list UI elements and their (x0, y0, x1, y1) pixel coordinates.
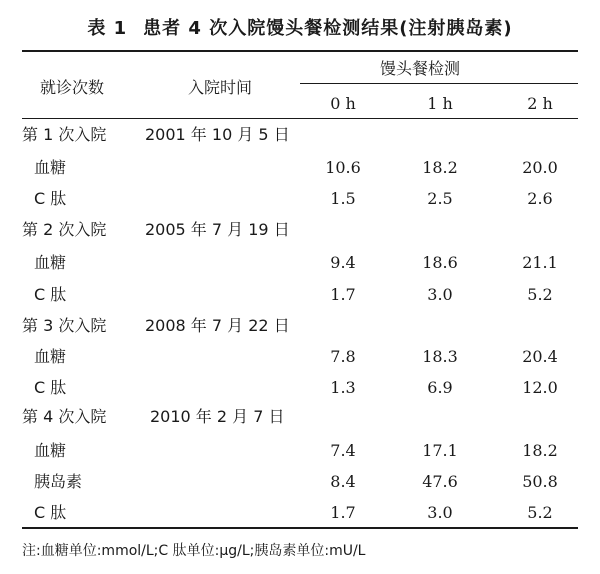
visit-label: 第 3 次入院 (22, 316, 107, 335)
visit-date: 2001 年 10 月 5 日 (145, 125, 290, 144)
visit-label: 第 1 次入院 (22, 125, 107, 144)
value-1h: 3.0 (427, 285, 453, 304)
value-2h: 20.0 (522, 158, 558, 177)
value-2h: 2.6 (527, 189, 553, 208)
visit-label: 第 4 次入院 (22, 407, 107, 426)
visit-date: 2008 年 7 月 22 日 (145, 316, 290, 335)
header-time-2h: 2 h (527, 94, 553, 113)
value-2h: 50.8 (522, 472, 558, 491)
row-name: C 肽 (34, 189, 67, 208)
header-time-1h: 1 h (427, 94, 453, 113)
value-2h: 20.4 (522, 347, 558, 366)
value-2h: 21.1 (522, 253, 558, 272)
row-name: 血糖 (34, 158, 67, 177)
value-1h: 17.1 (422, 441, 458, 460)
table-label: 表 1 (87, 18, 128, 39)
value-0h: 8.4 (330, 472, 356, 491)
header-time-0h: 0 h (330, 94, 356, 113)
value-1h: 47.6 (422, 472, 458, 491)
value-0h: 1.7 (330, 503, 356, 522)
bottom-rule (22, 527, 578, 529)
header-visit: 就诊次数 (40, 78, 105, 97)
group-rule (300, 83, 578, 84)
value-1h: 18.6 (422, 253, 458, 272)
value-2h: 5.2 (527, 503, 553, 522)
value-2h: 5.2 (527, 285, 553, 304)
value-1h: 6.9 (427, 378, 453, 397)
table-note: 注:血糖单位:mmol/L;C 肽单位:μg/L;胰岛素单位:mU/L (22, 543, 366, 559)
value-1h: 18.3 (422, 347, 458, 366)
row-name: C 肽 (34, 285, 67, 304)
row-name: C 肽 (34, 503, 67, 522)
row-name: 血糖 (34, 253, 67, 272)
top-rule (22, 50, 578, 52)
value-1h: 2.5 (427, 189, 453, 208)
value-0h: 1.5 (330, 189, 356, 208)
visit-date: 2005 年 7 月 19 日 (145, 220, 290, 239)
value-1h: 18.2 (422, 158, 458, 177)
visit-label: 第 2 次入院 (22, 220, 107, 239)
value-1h: 3.0 (427, 503, 453, 522)
row-name: C 肽 (34, 378, 67, 397)
value-2h: 18.2 (522, 441, 558, 460)
row-name: 血糖 (34, 347, 67, 366)
value-0h: 10.6 (325, 158, 361, 177)
table-caption: 患者 4 次入院馒头餐检测结果(注射胰岛素) (143, 18, 513, 39)
visit-date: 2010 年 2 月 7 日 (150, 407, 285, 426)
header-group: 馒头餐检测 (380, 59, 461, 78)
value-0h: 7.8 (330, 347, 356, 366)
value-2h: 12.0 (522, 378, 558, 397)
header-date: 入院时间 (188, 78, 253, 97)
header-rule (22, 118, 578, 119)
row-name: 血糖 (34, 441, 67, 460)
row-name: 胰岛素 (34, 472, 83, 491)
value-0h: 1.7 (330, 285, 356, 304)
value-0h: 7.4 (330, 441, 356, 460)
value-0h: 1.3 (330, 378, 356, 397)
value-0h: 9.4 (330, 253, 356, 272)
table-title (0, 14, 600, 40)
